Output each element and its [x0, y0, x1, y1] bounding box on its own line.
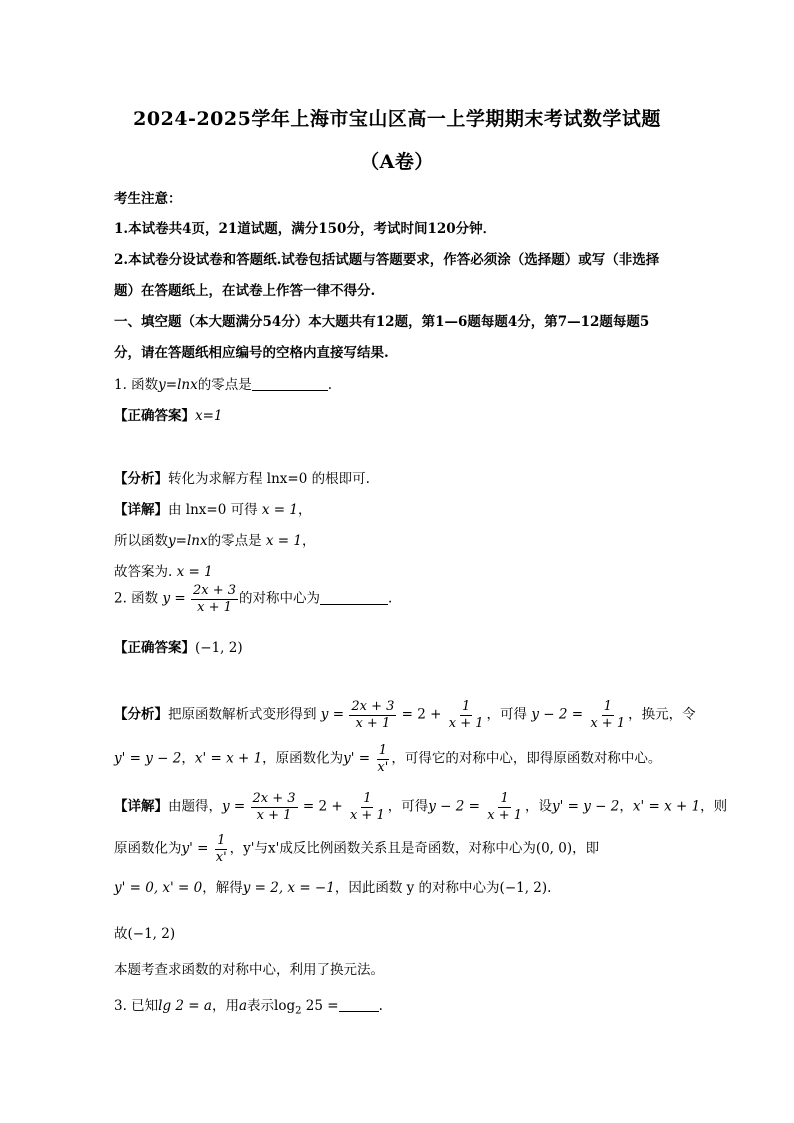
q2-detail-text-3: ，可得: [387, 798, 429, 815]
q2-detail-label: 【详解】: [114, 798, 168, 815]
q2-remark: 本题考查求函数的对称中心，利用了换元法。: [114, 962, 384, 978]
q1-answer: [114, 404, 223, 424]
q1-detail-label: 【详解】: [114, 502, 168, 518]
q1-detail2-func: y=lnx: [168, 533, 208, 549]
section-1-heading-a: 一、填空题（本大题满分54分）本大题共有12题，第1—6题每题4分，第7—12题每题5: [114, 314, 650, 330]
q2-analysis-comma: ，: [181, 750, 195, 767]
q1-analysis: [114, 467, 370, 487]
notice-item-2a: 2.本试卷分设试卷和答题纸.试卷包括试题与答题要求，作答必须涂（选择题）或写（非选择: [114, 252, 660, 268]
q1-conclusion: [114, 560, 213, 580]
q2-detail-text-7: 原函数化为: [114, 840, 182, 857]
q2-conclusion: 故(−1, 2): [114, 926, 176, 942]
q2-detail-text-4: y − 2 =: [428, 798, 480, 815]
q2-detail-frac-3: $\frac{1}{x + 1}$: [487, 791, 522, 823]
q1-answer-blank: [252, 376, 328, 391]
q2-stem-y: y =: [162, 590, 186, 607]
q2-detail-text-5: ，设: [525, 798, 552, 815]
q3-log-arg: 25 =: [305, 998, 339, 1014]
q1-detail2-mid: 的零点是: [207, 533, 262, 549]
section-1-heading-b: 分，请在答题纸相应编号的空格内直接写结果.: [114, 345, 389, 361]
q2-detail-text-1: 由题得，: [168, 798, 222, 815]
q2-analysis-frac-1: $\frac{2x + 3}{x + 1}$: [351, 699, 395, 731]
exam-title: 2024-2025学年上海市宝山区高一上学期期末考试数学试题: [133, 108, 661, 130]
q2-answer-label: 【正确答案】: [114, 640, 195, 656]
notice-heading: 考生注意：: [114, 191, 182, 207]
q1-stem: 1. 函数y=lnx的零点是 .: [114, 377, 333, 393]
q2-analysis-sub-2: x' = x + 1: [194, 750, 263, 767]
q2-analysis-2: [114, 744, 661, 774]
q1-detail2-eq: x = 1: [265, 533, 302, 549]
q3-mid: ，用: [211, 998, 239, 1014]
q2-detail-comma: ，: [619, 798, 633, 815]
q2-answer-blank: [320, 590, 388, 605]
q3-given: lg 2 = a: [158, 998, 212, 1014]
q1-answer-label: 【正确答案】: [114, 408, 195, 424]
q1-function: y=lnx: [158, 377, 198, 393]
q2-detail-eq-2: y = 2, x = −1: [242, 880, 335, 896]
q2-answer-value: (−1, 2): [195, 640, 243, 656]
q1-analysis-label: 【分析】: [114, 471, 168, 487]
q2-detail-2: [114, 834, 599, 864]
q2-analysis-text-2: = 2 +: [401, 706, 442, 723]
q3-log: log: [274, 998, 296, 1014]
q2-analysis-yprime: y' =: [343, 750, 371, 767]
q2-detail-y: y =: [222, 798, 246, 815]
q2-detail-text-6: ，则: [700, 798, 728, 815]
q2-detail-1: [114, 792, 727, 822]
q3-log-base: 2: [295, 1005, 302, 1017]
notice-item-1: 1.本试卷共4页，21道试题，满分150分，考试时间120分钟．: [114, 221, 497, 237]
q3-mid2: 表示: [247, 998, 275, 1014]
q1-detail-text: 由 lnx=0 可得: [168, 502, 258, 518]
q3-end: .: [378, 998, 383, 1014]
q2-analysis-frac-2: $\frac{1}{x + 1}$: [448, 699, 484, 731]
q2-stem-pre: 2. 函数: [114, 590, 159, 607]
q2-detail-sub-1: y' = y − 2: [552, 798, 620, 815]
q1-detail-eq: x = 1: [261, 502, 299, 518]
q2-detail-text-8: y'与x'成反比例函数关系且是奇函数，对称中心为: [243, 840, 536, 857]
q2-detail-yprime: y' =: [181, 840, 209, 857]
exam-subtitle: （A卷）: [360, 151, 434, 173]
q3-stem: [114, 994, 383, 1017]
q2-analysis-text-6: ，原函数化为: [262, 750, 344, 767]
q2-detail-frac-1: $\frac{2x + 3}{x + 1}$: [252, 791, 296, 823]
q2-detail-frac-2: $\frac{1}{x + 1}$: [349, 791, 385, 823]
q1-detail-2: 所以函数y=lnx的零点是 x = 1，: [114, 533, 316, 549]
q2-analysis-y: y =: [320, 706, 345, 723]
q2-detail-center: (−1, 2).: [499, 880, 552, 896]
q3-var-a: a: [238, 998, 248, 1014]
q2-stem: 2. 函数 y = $\frac{2x + 3}{x + 1}$ 的对称中心为 .: [114, 583, 393, 615]
q2-detail-comma-2: ，: [229, 840, 244, 857]
q2-stem-fraction: $\frac{2x + 3}{x + 1}$: [193, 583, 237, 615]
q2-detail-sub-2: x' = x + 1: [632, 798, 701, 815]
q3-stem-pre: 3. 已知: [114, 998, 159, 1014]
q1-stem-pre: 1. 函数: [114, 377, 159, 393]
q1-conclusion-pre: 故答案为.: [114, 564, 173, 580]
q1-analysis-text: 转化为求解方程 lnx=0 的根即可.: [168, 471, 370, 487]
q3-answer-blank: [339, 997, 379, 1012]
q2-answer: [114, 636, 243, 656]
q2-analysis-frac-4: $\frac{1}{x'}$: [377, 743, 389, 775]
q1-detail2-pre: 所以函数: [114, 533, 168, 549]
q1-conclusion-eq: x = 1: [176, 564, 213, 580]
q2-analysis-1: [114, 700, 696, 730]
q2-analysis-text-5: ，换元，令: [628, 706, 696, 723]
q2-detail-eq-1: y' = 0, x' = 0: [114, 880, 203, 896]
q2-detail-3: [114, 876, 551, 896]
q1-detail-1: 【详解】由 lnx=0 可得 x = 1，: [114, 502, 312, 518]
q2-analysis-frac-3: $\frac{1}{x + 1}$: [590, 699, 626, 731]
q2-analysis-text-1: 把原函数解析式变形得到: [168, 706, 317, 723]
q2-detail-origin: (0, 0): [535, 840, 573, 857]
q2-analysis-text-3: ，可得: [486, 706, 528, 723]
q2-analysis-text-7: ，可得它的对称中心，即得原函数对称中心。: [391, 750, 662, 767]
q1-stem-post: 的零点是: [197, 377, 252, 393]
q2-analysis-sub-1: y' = y − 2: [114, 750, 182, 767]
notice-item-2b: 题）在答题纸上，在试卷上作答一律不得分.: [114, 283, 376, 299]
q2-detail-frac-4: $\frac{1}{x'}$: [215, 833, 227, 865]
q1-answer-value: x=1: [195, 408, 223, 424]
q2-detail-text-9: ，即: [572, 840, 600, 857]
q2-analysis-label: 【分析】: [114, 706, 168, 723]
q2-stem-post: 的对称中心为: [239, 590, 321, 607]
q2-detail-text-11: ，因此函数 y 的对称中心为: [334, 880, 500, 896]
q2-analysis-text-4: y − 2 =: [531, 706, 584, 723]
q2-detail-text-2: = 2 +: [302, 798, 343, 815]
q2-detail-text-10: ，解得: [202, 880, 243, 896]
